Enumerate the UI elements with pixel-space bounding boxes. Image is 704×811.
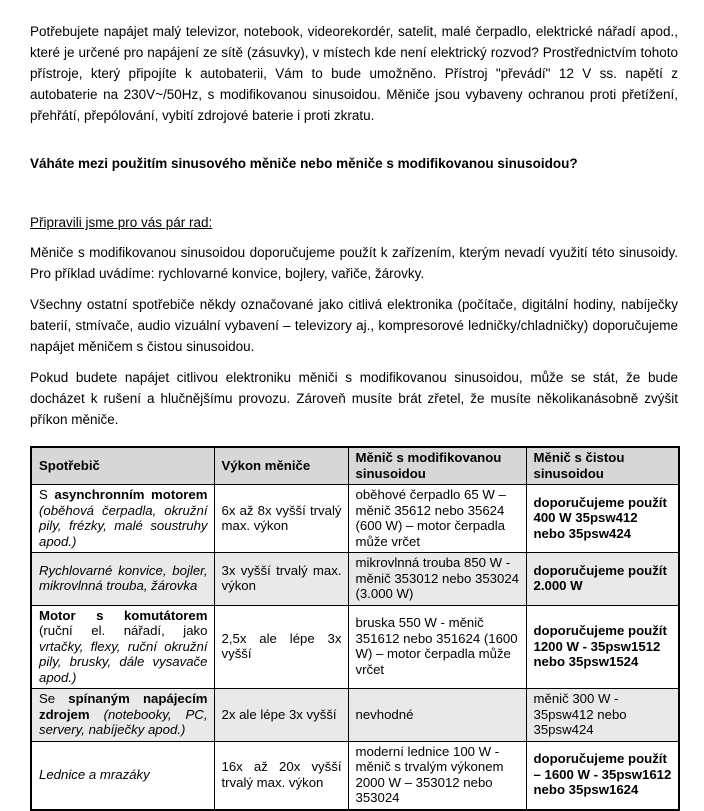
appliance-cell (31, 689, 214, 742)
appliance-text-italic: (notebooky, PC, servery, nabíječky apod.) (39, 706, 208, 737)
tip-paragraph-modified-sine: Měniče s modifikovanou sinusoidou doporučujeme použít k zařízením, kterým nevadí využití této sinusoidy. Pro příklad uvádíme: rychlovarné konvice, bojlery, vařiče, žárovky. (30, 245, 678, 281)
tips-heading: Připravili jsme pro vás pár rad: (30, 215, 213, 230)
table-row (31, 553, 679, 606)
column-header-power: Výkon měniče (214, 447, 348, 485)
table-row (31, 689, 679, 742)
power-cell: 3x vyšší trvalý max. výkon (214, 553, 348, 606)
pure-sine-cell: doporučujeme použít 400 W 35psw412 nebo 35psw424 (526, 485, 679, 553)
column-header-pure-sine: Měnič s čistou sinusoidou (526, 447, 679, 485)
pure-sine-cell: doporučujeme použít – 1600 W - 35psw1612 nebo 35psw1624 (526, 741, 679, 810)
appliance-cell (31, 741, 214, 810)
column-header-appliance: Spotřebič (31, 447, 214, 485)
appliance-cell (31, 553, 214, 606)
question-heading: Váháte mezi použitím sinusového měniče nebo měniče s modifikovanou sinusoidou? (30, 156, 578, 171)
modified-sine-cell: nevhodné (348, 689, 526, 742)
modified-sine-cell: mikrovlnná trouba 850 W - měnič 353012 nebo 353024 (3.000 W) (348, 553, 526, 606)
pure-sine-cell: měnič 300 W - 35psw412 nebo 35psw424 (526, 689, 679, 742)
appliance-text-italic: (oběhová čerpadla, okružní pily, frézky, malé soustruhy apod.) (39, 502, 208, 549)
power-cell: 6x až 8x vyšší trvalý max. výkon (214, 485, 348, 553)
appliance-text-italic: Lednice a mrazáky (39, 766, 150, 782)
modified-sine-cell: moderní lednice 100 W - měnič s trvalým výkonem 2000 W – 353012 nebo 353024 (348, 741, 526, 810)
appliance-text-mid: (ruční el. nářadí, jako (39, 623, 208, 638)
pure-sine-cell: doporučujeme použít 1200 W - 35psw1512 nebo 35psw1524 (526, 605, 679, 689)
appliance-cell (31, 485, 214, 553)
appliance-text-bold: asynchronním motorem (54, 487, 208, 502)
appliance-text-bold: spínaným napájecím zdrojem (39, 691, 208, 722)
pure-sine-cell: doporučujeme použít 2.000 W (526, 553, 679, 606)
power-cell: 2,5x ale lépe 3x vyšší (214, 605, 348, 689)
appliance-text: Se (39, 691, 69, 706)
column-header-modified-sine: Měnič s modifikovanou sinusoidou (348, 447, 526, 485)
modified-sine-cell: oběhové čerpadlo 65 W – měnič 35612 nebo 35624 (600 W) – motor čerpadla může vrčet (348, 485, 526, 553)
inverter-comparison-table (30, 446, 680, 811)
appliance-text-italic: Rychlovarné konvice, bojler, mikrovlnná trouba, žárovka (39, 562, 208, 594)
appliance-text-bold: Motor s komutátorem (39, 607, 208, 623)
power-cell: 2x ale lépe 3x vyšší (214, 689, 348, 742)
appliance-cell (31, 605, 214, 689)
tip-paragraph-warning: Pokud budete napájet citlivou elektroniku měniči s modifikovanou sinusoidou, může se stát, že bude docházet k rušení a hlučnějšímu provozu. Zároveň musíte brát zřetel, že musíte několikanásobně zvýšit příkon měniče. (30, 370, 678, 427)
table-row (31, 605, 679, 689)
modified-sine-cell: bruska 550 W - měnič 351612 nebo 351624 (1600 W) – motor čerpadla může vrčet (348, 605, 526, 689)
table-row (31, 741, 679, 810)
power-cell: 16x až 20x vyšší trvalý max. výkon (214, 741, 348, 810)
appliance-text: S (39, 487, 55, 502)
intro-paragraph: Potřebujete napájet malý televizor, notebook, videorekordér, satelit, malé čerpadlo, elektrické nářadí apod., které je určené pro napájení ze sítě (zásuvky), v místech kde není elektrický rozvod? Prostřednictvím tohoto přístroje, který připojíte k autobaterii, Vám to bude umožněno. Přístroj "převádí" 12 V ss. napětí z autobaterie na 230V~/50Hz, s modifikovanou sinusoidou. Měniče jsou vybaveny ochranou proti přetížení, přehřátí, přepólování, vybití zdrojové baterie i proti zkratu. (30, 24, 678, 123)
tip-paragraph-pure-sine: Všechny ostatní spotřebiče někdy označované jako citlivá elektronika (počítače, digitální hodiny, nabíječky baterií, stmívače, audio vizuální vybavení – televizory aj., kompresorové ledničky/chladničky) doporučujeme napájet měničem s čistou sinusoidou. (30, 297, 678, 354)
table-header-row (31, 447, 679, 485)
table-row (31, 485, 679, 553)
appliance-text-italic: vrtačky, flexy, ruční okružní pily, brusky, dále vysavače apod.) (39, 638, 208, 685)
